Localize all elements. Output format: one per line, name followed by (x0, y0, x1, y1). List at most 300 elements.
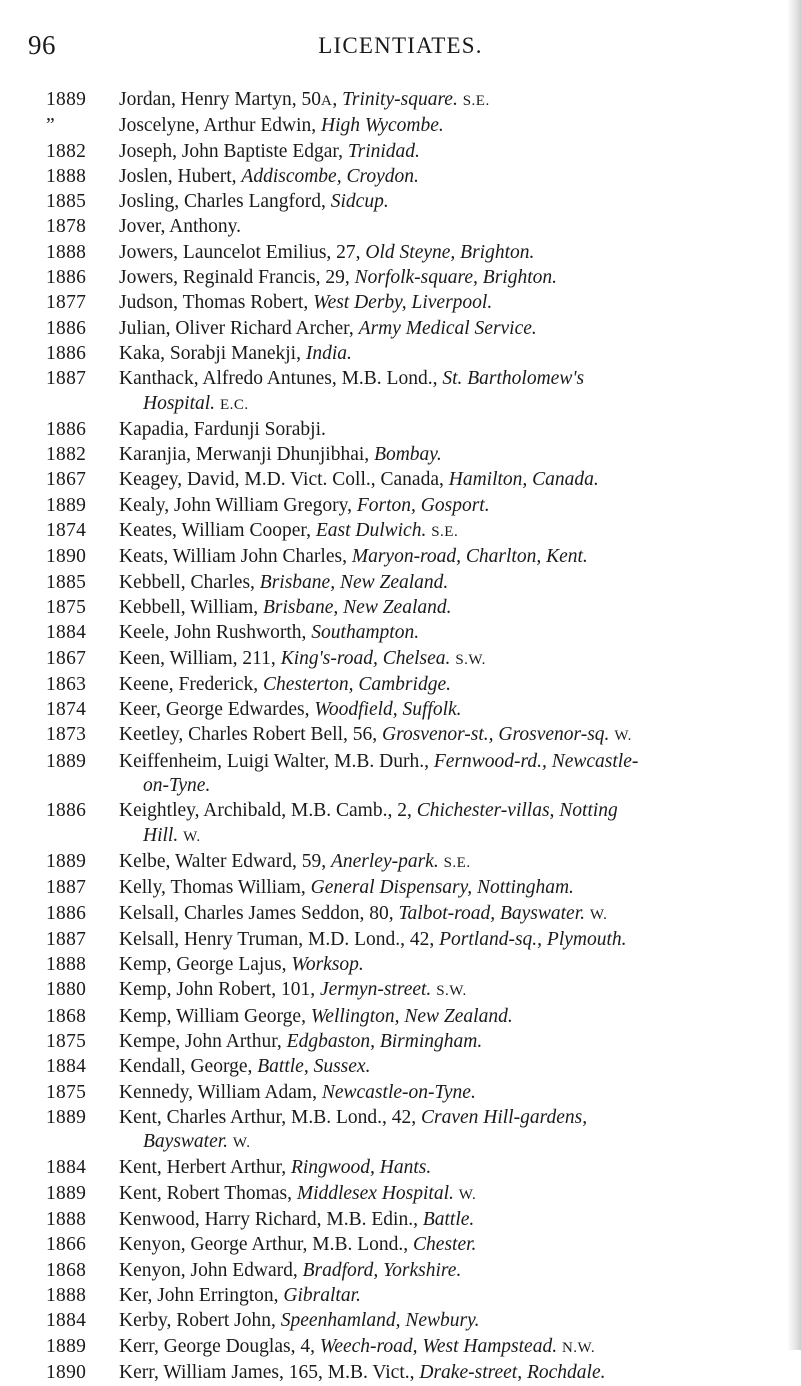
entry-line (119, 241, 791, 265)
name-text: Kebbell, Charles, (119, 571, 260, 593)
list-item (0, 1182, 801, 1207)
entry-line (119, 596, 791, 620)
address-text: Battle. (422, 1209, 475, 1231)
entry-line (119, 799, 791, 823)
entry-text (119, 1361, 791, 1385)
address-text: Hamilton, Canada. (448, 469, 599, 491)
name-text: Kelbe, Walter Edward, 59, (119, 850, 331, 872)
name-text: Kerr, William James, 165, M.B. Vict., (119, 1361, 420, 1383)
admission-year: 1885 (46, 191, 87, 213)
entry-text (119, 291, 791, 315)
address-text: Southampton. (311, 622, 420, 644)
name-text: Kerr, George Douglas, 4, (119, 1335, 320, 1357)
entry-line (119, 1335, 791, 1360)
name-text: Kelsall, Henry Truman, M.D. Lond., 42, (119, 928, 440, 950)
entry-line (119, 902, 791, 927)
list-item (0, 190, 801, 214)
entry-text (119, 367, 791, 417)
entry-line (119, 367, 791, 391)
admission-year: 1867 (46, 647, 87, 669)
name-text: Kerby, Robert John, (119, 1310, 281, 1332)
admission-year: 1868 (46, 1259, 87, 1281)
district-code: E.C. (219, 396, 249, 413)
entry-text (119, 317, 791, 341)
admission-year: 1889 (46, 1182, 87, 1204)
address-text: Anerley-park. (330, 850, 439, 872)
entry-line (119, 443, 791, 467)
address-text: Chesterton, Cambridge. (263, 673, 451, 695)
entry-text (119, 723, 791, 748)
admission-year: 1886 (46, 267, 87, 289)
entry-line (119, 317, 791, 341)
entry-text (119, 1284, 791, 1308)
address-text: Trinidad. (347, 140, 420, 162)
list-item (0, 342, 801, 366)
entry-line (119, 545, 791, 569)
name-text: Kelly, Thomas William, (119, 877, 311, 899)
admission-year: 1886 (46, 317, 87, 339)
entry-text (119, 571, 791, 595)
address-text: Brisbane, New Zealand. (259, 571, 449, 593)
entry-text (119, 673, 791, 697)
list-item (0, 750, 801, 799)
admission-year: 1889 (46, 750, 87, 772)
admission-year: 1888 (46, 1209, 87, 1231)
name-text: Kebbell, William, (119, 596, 263, 618)
list-item (0, 88, 801, 113)
admission-year: 1874 (46, 699, 87, 721)
entry-line (119, 1106, 791, 1130)
entry-text (119, 698, 791, 722)
entry-text (119, 953, 791, 977)
list-item (0, 1284, 801, 1308)
name-text: Jowers, Launcelot Emilius, 27, (119, 241, 366, 263)
address-text: Weech-road, West Hampstead. (319, 1335, 558, 1357)
address-text: Portland-sq., Plymouth. (439, 928, 627, 950)
entry-text (119, 241, 791, 265)
entry-line (119, 165, 791, 189)
address-text: on-Tyne. (143, 775, 211, 797)
address-text: Norfolk-square, Brighton. (354, 267, 557, 289)
address-text: Chichester-villas, Notting (416, 800, 618, 822)
admission-year: 1886 (46, 902, 87, 924)
name-text: Julian, Oliver Richard Archer, (119, 317, 359, 339)
entry-line (119, 1005, 791, 1029)
address-text: Chester. (413, 1234, 477, 1256)
page-header (0, 24, 801, 64)
address-text: Jermyn-street. (319, 979, 432, 1001)
list-item (0, 1208, 801, 1232)
list-item (0, 850, 801, 875)
entry-continuation-line (119, 774, 791, 798)
entry-continuation-line (119, 392, 791, 417)
entry-text (119, 468, 791, 492)
list-item (0, 1309, 801, 1333)
list-item (0, 1055, 801, 1079)
entry-text (119, 621, 791, 645)
entry-text (119, 750, 791, 799)
name-text: Kanthack, Alfredo Antunes, M.B. Lond., (119, 368, 443, 390)
entry-line (119, 1182, 791, 1207)
address-text: Addiscombe, Croydon. (241, 165, 419, 187)
entry-line (119, 1233, 791, 1257)
entry-text (119, 165, 791, 189)
list-item (0, 443, 801, 467)
name-text: Keer, George Edwardes, (119, 699, 315, 721)
list-item (0, 519, 801, 544)
list-item (0, 953, 801, 977)
page-number: 96 (28, 30, 56, 60)
entry-line (119, 342, 791, 366)
entry-text (119, 140, 791, 164)
entry-line (119, 673, 791, 697)
entry-text (119, 1030, 791, 1054)
admission-year: 1888 (46, 165, 87, 187)
admission-year: 1888 (46, 954, 87, 976)
admission-year: 1886 (46, 800, 87, 822)
admission-year: 1875 (46, 1030, 87, 1052)
list-item (0, 978, 801, 1003)
entry-text (119, 1309, 791, 1333)
name-text: Kealy, John William Gregory, (119, 494, 357, 516)
district-code: S.W. (436, 983, 467, 1000)
list-item (0, 621, 801, 645)
list-item (0, 1259, 801, 1283)
name-text: Keen, William, 211, (119, 647, 281, 669)
entry-text (119, 1335, 791, 1360)
admission-year: 1890 (46, 1361, 87, 1383)
address-text: General Dispensary, Nottingham. (310, 877, 574, 899)
name-text: Kelsall, Charles James Seddon, 80, (119, 902, 399, 924)
entry-text (119, 1156, 791, 1180)
list-item (0, 723, 801, 748)
entry-text (119, 114, 791, 138)
address-text: Wellington, New Zealand. (310, 1005, 513, 1027)
list-item (0, 698, 801, 722)
address-text: High Wycombe. (321, 115, 444, 137)
admission-year: 1887 (46, 368, 87, 390)
entry-line (119, 571, 791, 595)
entry-line (119, 953, 791, 977)
admission-year: 1885 (46, 571, 87, 593)
district-code: A (321, 93, 333, 109)
admission-year: 1884 (46, 1157, 87, 1179)
entry-line (119, 418, 791, 442)
admission-year: 1873 (46, 724, 87, 746)
name-text: Keightley, Archibald, M.B. Camb., 2, (119, 800, 417, 822)
entry-continuation-line (119, 1130, 791, 1155)
address-text: Middlesex Hospital. (296, 1182, 454, 1204)
address-text: Grosvenor-st., Grosvenor-sq. (382, 724, 610, 746)
name-text: Kempe, John Arthur, (119, 1030, 287, 1052)
name-text: Joseph, John Baptiste Edgar, (119, 140, 348, 162)
list-item (0, 317, 801, 341)
entry-text (119, 799, 791, 849)
list-item (0, 596, 801, 620)
name-text: Jowers, Reginald Francis, 29, (119, 267, 355, 289)
admission-year: 1887 (46, 877, 87, 899)
list-item (0, 418, 801, 442)
list-item (0, 1081, 801, 1105)
entry-text (119, 443, 791, 467)
admission-year: 1889 (46, 494, 87, 516)
list-item (0, 902, 801, 927)
page-edge-shadow (787, 0, 801, 1350)
admission-year: 1875 (46, 1081, 87, 1103)
name-text: Kemp, John Robert, 101, (119, 979, 320, 1001)
admission-year: 1888 (46, 241, 87, 263)
name-text: Kenyon, John Edward, (119, 1259, 303, 1281)
address-text: Battle, Sussex. (257, 1056, 371, 1078)
entry-text (119, 1005, 791, 1029)
list-item (0, 647, 801, 672)
admission-year: 1863 (46, 673, 87, 695)
name-text: Kent, Charles Arthur, M.B. Lond., 42, (119, 1106, 421, 1128)
entry-text (119, 978, 791, 1003)
entry-line (119, 1361, 791, 1385)
list-item (0, 291, 801, 315)
district-code: S.E. (431, 524, 459, 541)
district-code: S.E. (443, 854, 471, 871)
name-text: Judson, Thomas Robert, (119, 292, 314, 314)
entry-line (119, 647, 791, 672)
district-code: W. (589, 906, 608, 923)
name-text: Keetley, Charles Robert Bell, 56, (119, 724, 383, 746)
address-text: India. (305, 342, 352, 364)
address-text: Drake-street, Rochdale. (419, 1361, 606, 1383)
list-item (0, 1106, 801, 1156)
list-item (0, 165, 801, 189)
address-text: Woodfield, Suffolk. (314, 699, 462, 721)
admission-year: 1868 (46, 1005, 87, 1027)
entry-line (119, 88, 791, 113)
entry-text (119, 1208, 791, 1232)
admission-year: 1875 (46, 596, 87, 618)
admission-year: 1889 (46, 89, 87, 110)
admission-year: 1880 (46, 979, 87, 1001)
address-text: Talbot-road, Bayswater. (398, 902, 586, 924)
entry-line (119, 928, 791, 952)
name-text: Joscelyne, Arthur Edwin, (119, 115, 322, 137)
entry-line (119, 215, 791, 239)
entry-line (119, 1284, 791, 1308)
entry-text (119, 647, 791, 672)
admission-year: 1886 (46, 342, 87, 364)
entry-text (119, 1055, 791, 1079)
entry-line (119, 876, 791, 900)
list-item (0, 673, 801, 697)
entry-line (119, 114, 791, 138)
entry-text (119, 928, 791, 952)
entry-text (119, 190, 791, 214)
name-text: Kent, Herbert Arthur, (119, 1157, 291, 1179)
entry-line (119, 1309, 791, 1333)
admission-year: 1889 (46, 1106, 87, 1128)
name-text: Keagey, David, M.D. Vict. Coll., Canada, (119, 469, 449, 491)
address-text: Maryon-road, Charlton, Kent. (351, 546, 588, 568)
entry-text (119, 215, 791, 239)
entry-line (119, 723, 791, 748)
name-text: Keiffenheim, Luigi Walter, M.B. Durh., (119, 750, 434, 772)
address-text: Ringwood, Hants. (290, 1157, 432, 1179)
district-code: W. (183, 828, 201, 845)
list-item (0, 1233, 801, 1257)
name-text: Kenyon, George Arthur, M.B. Lond., (119, 1234, 414, 1256)
address-text: Worksop. (291, 954, 364, 976)
entry-text (119, 88, 791, 113)
address-text: Bradford, Yorkshire. (302, 1259, 462, 1281)
entry-line (119, 190, 791, 214)
district-code: N.W. (561, 1339, 596, 1356)
name-text: Kennedy, William Adam, (119, 1081, 322, 1103)
admission-year: 1889 (46, 850, 87, 872)
list-item (0, 241, 801, 265)
name-text: Kemp, William George, (119, 1005, 311, 1027)
admission-year: 1886 (46, 418, 87, 440)
name-text: Keats, William John Charles, (119, 546, 352, 568)
address-text: Bayswater. (143, 1131, 229, 1153)
entry-text (119, 850, 791, 875)
address-text: King's-road, Chelsea. (280, 647, 451, 669)
admission-year: 1882 (46, 444, 87, 466)
name-text: Kendall, George, (119, 1056, 258, 1078)
entry-text (119, 1182, 791, 1207)
name-text: Karanjia, Merwanji Dhunjibhai, (119, 444, 375, 466)
address-text: Speenhamland, Newbury. (280, 1310, 480, 1332)
list-item (0, 468, 801, 492)
entry-line (119, 750, 791, 774)
name-text: Josling, Charles Langford, (119, 191, 331, 213)
admission-year: 1867 (46, 469, 87, 491)
entry-line (119, 1055, 791, 1079)
entry-line (119, 1081, 791, 1105)
name-text: Keene, Frederick, (119, 673, 264, 695)
list-item (0, 494, 801, 518)
district-code: S.W. (455, 651, 486, 668)
entry-line (119, 1030, 791, 1054)
name-text: Ker, John Errington, (119, 1284, 284, 1306)
address-text: Newcastle-on-Tyne. (321, 1081, 476, 1103)
list-item (0, 571, 801, 595)
entry-text (119, 902, 791, 927)
name-text: Kenwood, Harry Richard, M.B. Edin., (119, 1209, 423, 1231)
admission-year: 1887 (46, 928, 87, 950)
list-item (0, 140, 801, 164)
entry-text (119, 418, 791, 442)
entry-text (119, 1081, 791, 1105)
address-text: East Dulwich. (315, 520, 427, 542)
list-item (0, 1030, 801, 1054)
name-text: Kemp, George Lajus, (119, 954, 292, 976)
name-text: Kaka, Sorabji Manekji, (119, 342, 306, 364)
list-item (0, 876, 801, 900)
entry-line (119, 291, 791, 315)
address-text: Trinity-square. (342, 89, 458, 110)
entry-text (119, 342, 791, 366)
admission-year: 1888 (46, 1284, 87, 1306)
admission-year: 1889 (46, 1335, 87, 1357)
admission-year: 1882 (46, 140, 87, 162)
name-text: Kapadia, Fardunji Sorabji. (119, 418, 326, 440)
list-item (0, 545, 801, 569)
entry-line (119, 850, 791, 875)
admission-year: 1884 (46, 1310, 87, 1332)
entry-text (119, 494, 791, 518)
running-head: LICENTIATES. (318, 33, 483, 58)
admission-year: 1874 (46, 520, 87, 542)
entry-text (119, 1233, 791, 1257)
address-text: Hill. (143, 824, 179, 846)
list-item (0, 367, 801, 417)
address-text: West Derby, Liverpool. (313, 292, 493, 314)
entry-line (119, 621, 791, 645)
admission-year: 1884 (46, 1056, 87, 1078)
list-item (0, 928, 801, 952)
admission-year: 1878 (46, 216, 87, 238)
admission-year: 1866 (46, 1234, 87, 1256)
admission-year: 1884 (46, 622, 87, 644)
entry-line (119, 1208, 791, 1232)
list-item (0, 1005, 801, 1029)
licentiate-list (0, 88, 801, 1386)
entry-text (119, 266, 791, 290)
entry-text (119, 1106, 791, 1156)
address-text: Bombay. (374, 444, 442, 466)
address-text: Craven Hill-gardens, (420, 1106, 588, 1128)
name-text: Joslen, Hubert, (119, 165, 242, 187)
entry-line (119, 266, 791, 290)
entry-text (119, 519, 791, 544)
entry-line (119, 978, 791, 1003)
list-item (0, 1156, 801, 1180)
list-item (0, 1361, 801, 1385)
address-text: Brisbane, New Zealand. (263, 596, 452, 618)
district-code: W. (458, 1186, 477, 1203)
name-text: Jover, Anthony. (119, 216, 241, 238)
name-text: Kent, Robert Thomas, (119, 1182, 297, 1204)
name-text: Jordan, Henry Martyn, 50 (119, 89, 321, 110)
address-text: Army Medical Service. (358, 317, 537, 339)
district-code: W. (232, 1135, 251, 1152)
address-text: St. Bartholomew's (442, 368, 585, 390)
list-item (0, 1335, 801, 1360)
entry-line (119, 1156, 791, 1180)
list-item (0, 266, 801, 290)
name-text: , (332, 89, 343, 110)
entry-line (119, 140, 791, 164)
admission-year: ” (46, 115, 55, 137)
district-code: S.E. (462, 93, 490, 109)
list-item (0, 215, 801, 239)
entry-text (119, 596, 791, 620)
entry-continuation-line (119, 824, 791, 849)
address-text: Old Steyne, Brighton. (365, 241, 535, 263)
entry-line (119, 494, 791, 518)
list-item (0, 114, 801, 138)
address-text: Edgbaston, Birmingham. (286, 1030, 483, 1052)
entry-text (119, 545, 791, 569)
address-text: Sidcup. (330, 191, 389, 213)
entry-line (119, 468, 791, 492)
admission-year: 1890 (46, 546, 87, 568)
address-text: Forton, Gosport. (356, 494, 490, 516)
address-text: Gibraltar. (283, 1284, 361, 1306)
address-text: Fernwood-rd., Newcastle- (433, 750, 639, 772)
list-item (0, 799, 801, 849)
entry-line (119, 519, 791, 544)
entry-text (119, 1259, 791, 1283)
entry-line (119, 1259, 791, 1283)
